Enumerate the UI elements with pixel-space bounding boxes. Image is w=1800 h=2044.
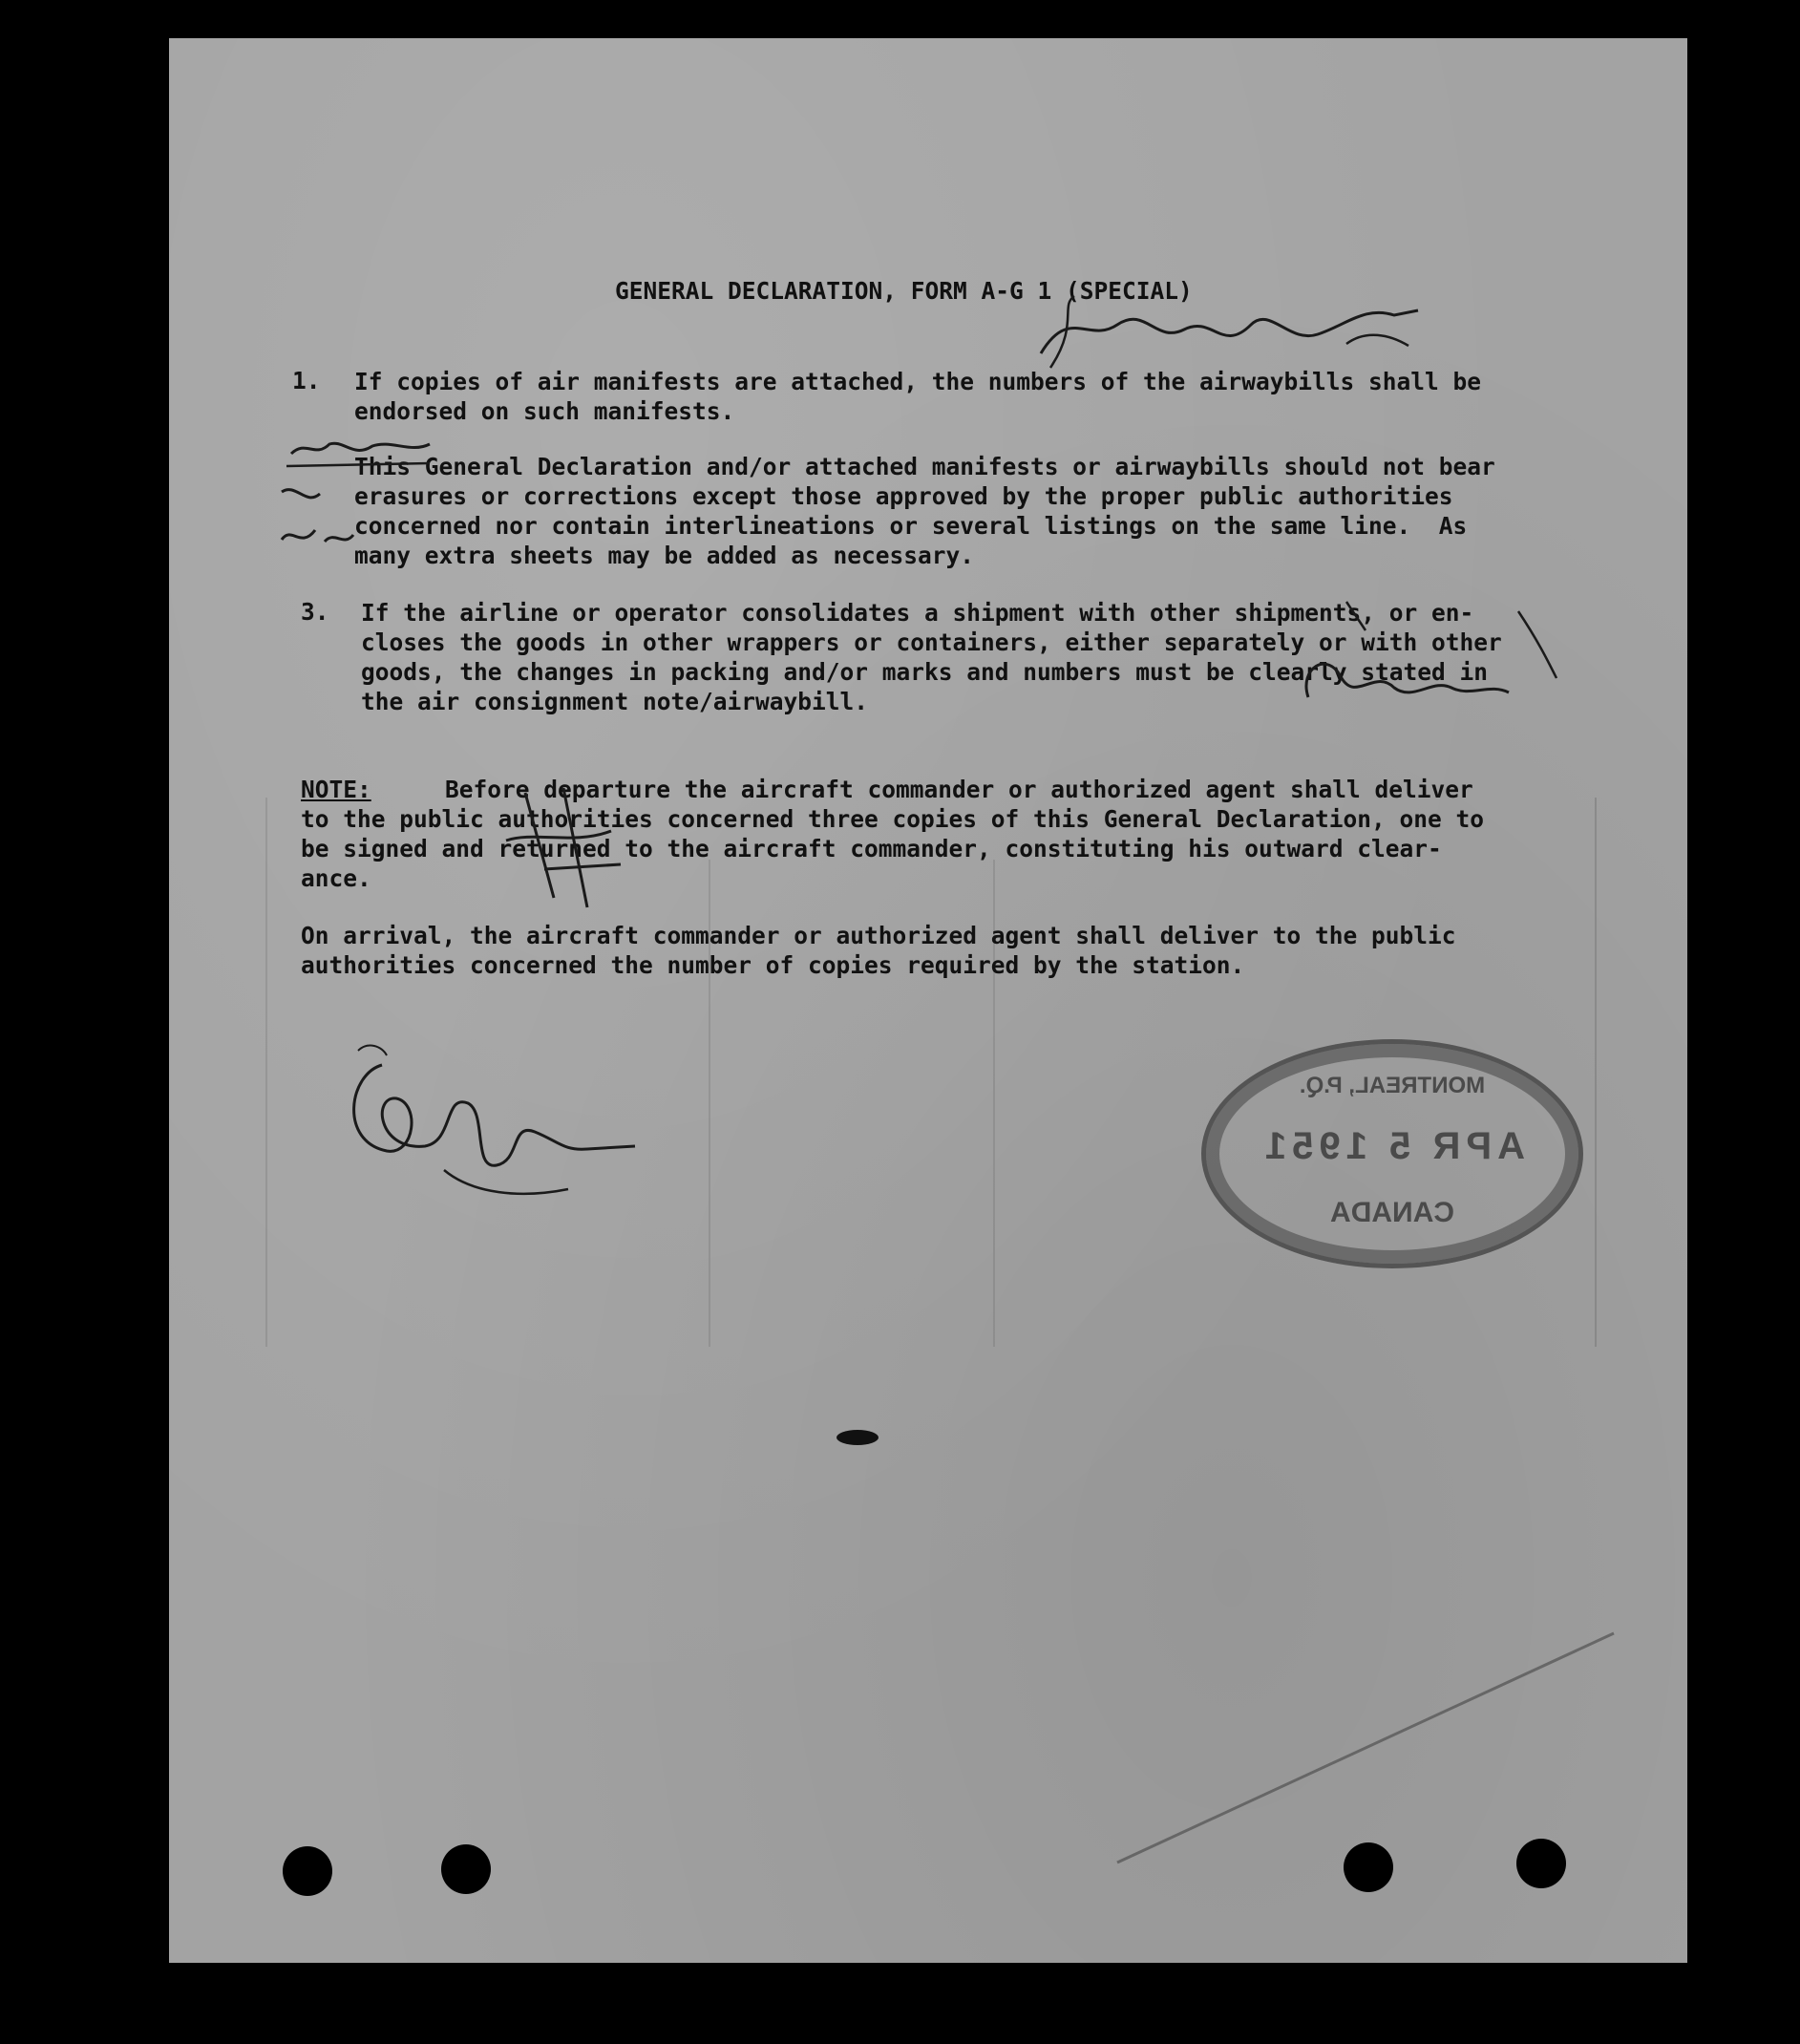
official-stamp xyxy=(1201,1039,1583,1268)
handwritten-initials-note xyxy=(497,774,640,926)
punch-hole xyxy=(441,1844,491,1894)
note-text-line: to the public authorities concerned three copies of this General Declaration, one to xyxy=(301,805,1485,833)
note-label: NOTE: xyxy=(301,776,371,803)
item-text-line: many extra sheets may be added as necessary. xyxy=(354,542,975,569)
punch-hole xyxy=(1516,1839,1566,1888)
item-number: 1. xyxy=(292,367,321,394)
item-text-line: the air consignment note/airwaybill. xyxy=(361,688,869,715)
punch-hole xyxy=(283,1846,332,1896)
note-text-line: ance. xyxy=(301,864,371,892)
handwritten-signature-bottom xyxy=(329,1036,645,1208)
stamp-date: APR 5 1951 xyxy=(1260,1125,1525,1167)
item-text-line: If the airline or operator consolidates a shipment with other shipments, or en- xyxy=(361,599,1474,627)
ink-blot xyxy=(831,1423,888,1452)
handwritten-signature-top xyxy=(1031,287,1432,392)
handwritten-signature-right xyxy=(1289,592,1576,735)
item-number: 3. xyxy=(301,598,329,626)
arrival-text-line: On arrival, the aircraft commander or authorized agent shall deliver to the public xyxy=(301,922,1456,949)
item-text-line: concerned nor contain interlineations or several listings on the same line. As xyxy=(354,512,1468,540)
item-text-line: endorsed on such manifests. xyxy=(354,397,735,425)
item-text-line: This General Declaration and/or attached manifests or airwaybills should not bear xyxy=(354,453,1495,480)
note-text-line: be signed and returned to the aircraft commander, constituting his outward clear- xyxy=(301,835,1442,862)
document-title: GENERAL DECLARATION, FORM A-G 1 (SPECIAL) xyxy=(615,277,1193,305)
stamp-bottom-text: CANADA xyxy=(1330,1197,1454,1228)
arrival-text-line: authorities concerned the number of copies required by the station. xyxy=(301,951,1245,979)
note-text-line: Before departure the aircraft commander or authorized agent shall deliver xyxy=(445,776,1473,803)
pencil-stroke xyxy=(1108,1624,1623,1872)
stamp-top-text: MONTREAL, P.Q. xyxy=(1299,1073,1486,1098)
item-text-line: erasures or corrections except those approved by the proper public authorities xyxy=(354,482,1453,510)
handwritten-margin-note xyxy=(277,435,439,578)
item-text-line: closes the goods in other wrappers or containers, either separately or with other xyxy=(361,628,1502,656)
item-text-line: goods, the changes in packing and/or marks and numbers must be clearly stated in xyxy=(361,658,1489,686)
punch-hole xyxy=(1344,1842,1393,1892)
item-text-line: If copies of air manifests are attached, the numbers of the airwaybills shall be xyxy=(354,368,1482,395)
